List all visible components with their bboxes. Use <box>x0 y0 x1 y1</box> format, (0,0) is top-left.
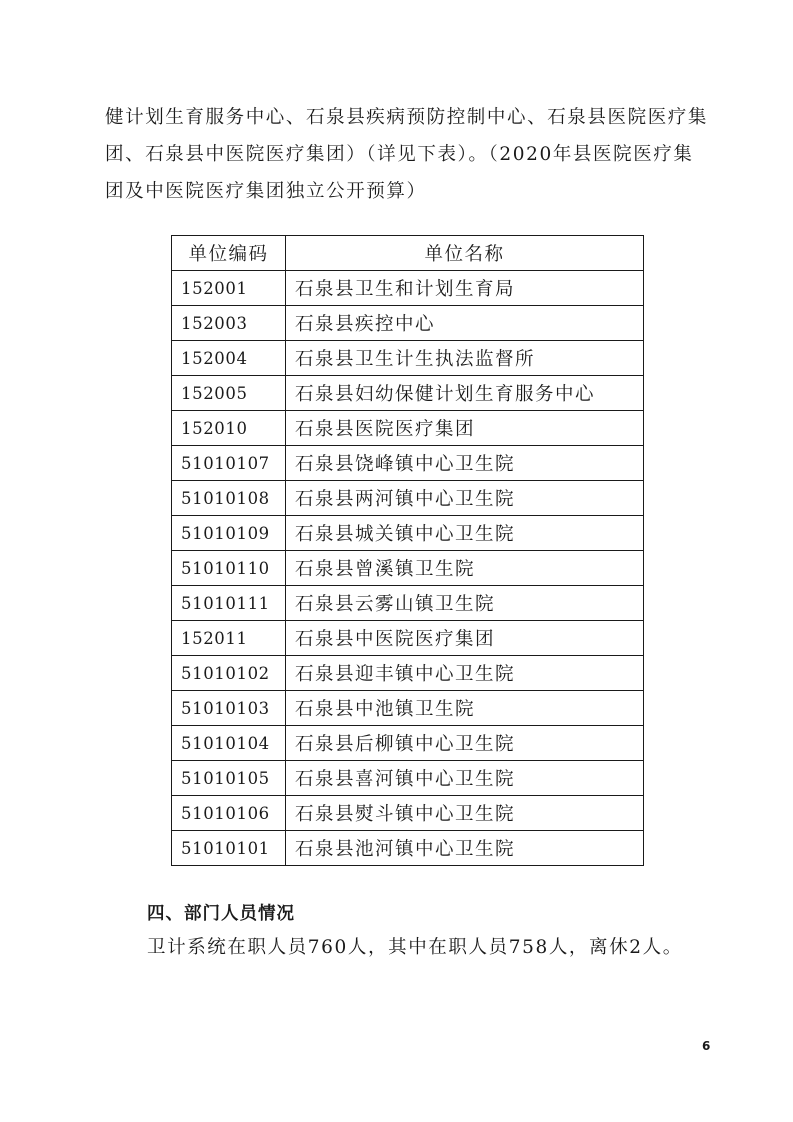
section-title: 四、部门人员情况 <box>147 904 295 924</box>
unit-code-cell: 51010104 <box>172 726 286 761</box>
unit-code-cell: 152001 <box>172 271 286 306</box>
unit-code-cell: 51010107 <box>172 446 286 481</box>
table-row <box>172 761 644 796</box>
paragraph-line-2: 团、石泉县中医院医疗集团）（详见下表）。（2020年县医院医疗集 <box>105 144 694 165</box>
table-row <box>172 411 644 446</box>
table-row <box>172 516 644 551</box>
unit-name-cell: 石泉县池河镇中心卫生院 <box>286 831 644 866</box>
unit-name-cell: 石泉县卫生计生执法监督所 <box>286 341 644 376</box>
staff-summary: 卫计系统在职人员760人，其中在职人员758人，离休2人。 <box>147 937 683 958</box>
table-row <box>172 726 644 761</box>
table-row <box>172 341 644 376</box>
unit-code-cell: 51010111 <box>172 586 286 621</box>
table-row <box>172 481 644 516</box>
unit-name-cell: 石泉县喜河镇中心卫生院 <box>286 761 644 796</box>
unit-code-cell: 152003 <box>172 306 286 341</box>
header-unit-code: 单位编码 <box>172 236 286 271</box>
unit-code-cell: 51010101 <box>172 831 286 866</box>
unit-code-cell: 51010103 <box>172 691 286 726</box>
unit-code-cell: 51010105 <box>172 761 286 796</box>
unit-code-cell: 152011 <box>172 621 286 656</box>
unit-code-cell: 152005 <box>172 376 286 411</box>
table-row <box>172 446 644 481</box>
unit-name-cell: 石泉县中医院医疗集团 <box>286 621 644 656</box>
unit-name-cell: 石泉县卫生和计划生育局 <box>286 271 644 306</box>
unit-name-cell: 石泉县医院医疗集团 <box>286 411 644 446</box>
unit-name-cell: 石泉县曾溪镇卫生院 <box>286 551 644 586</box>
unit-code-cell: 51010106 <box>172 796 286 831</box>
unit-name-cell: 石泉县迎丰镇中心卫生院 <box>286 656 644 691</box>
unit-name-cell: 石泉县中池镇卫生院 <box>286 691 644 726</box>
unit-table <box>171 235 644 866</box>
unit-code-cell: 152010 <box>172 411 286 446</box>
unit-code-cell: 51010110 <box>172 551 286 586</box>
unit-code-cell: 51010109 <box>172 516 286 551</box>
paragraph-line-3: 团及中医院医疗集团独立公开预算） <box>105 181 427 202</box>
unit-name-cell: 石泉县城关镇中心卫生院 <box>286 516 644 551</box>
unit-name-cell: 石泉县后柳镇中心卫生院 <box>286 726 644 761</box>
table-row <box>172 796 644 831</box>
unit-name-cell: 石泉县妇幼保健计划生育服务中心 <box>286 376 644 411</box>
table-row <box>172 551 644 586</box>
table-row <box>172 376 644 411</box>
unit-name-cell: 石泉县两河镇中心卫生院 <box>286 481 644 516</box>
table-row <box>172 306 644 341</box>
table-row <box>172 691 644 726</box>
unit-name-cell: 石泉县云雾山镇卫生院 <box>286 586 644 621</box>
unit-code-cell: 51010108 <box>172 481 286 516</box>
page-number: 6 <box>702 1039 711 1053</box>
unit-code-cell: 152004 <box>172 341 286 376</box>
unit-name-cell: 石泉县饶峰镇中心卫生院 <box>286 446 644 481</box>
table-row <box>172 271 644 306</box>
table-row <box>172 656 644 691</box>
table-row <box>172 831 644 866</box>
table-row <box>172 621 644 656</box>
paragraph-line-1: 健计划生育服务中心、石泉县疾病预防控制中心、石泉县医院医疗集 <box>105 107 709 128</box>
unit-name-cell: 石泉县疾控中心 <box>286 306 644 341</box>
table-header-row <box>172 236 644 271</box>
table-row <box>172 586 644 621</box>
unit-code-cell: 51010102 <box>172 656 286 691</box>
header-unit-name: 单位名称 <box>286 236 644 271</box>
unit-name-cell: 石泉县熨斗镇中心卫生院 <box>286 796 644 831</box>
